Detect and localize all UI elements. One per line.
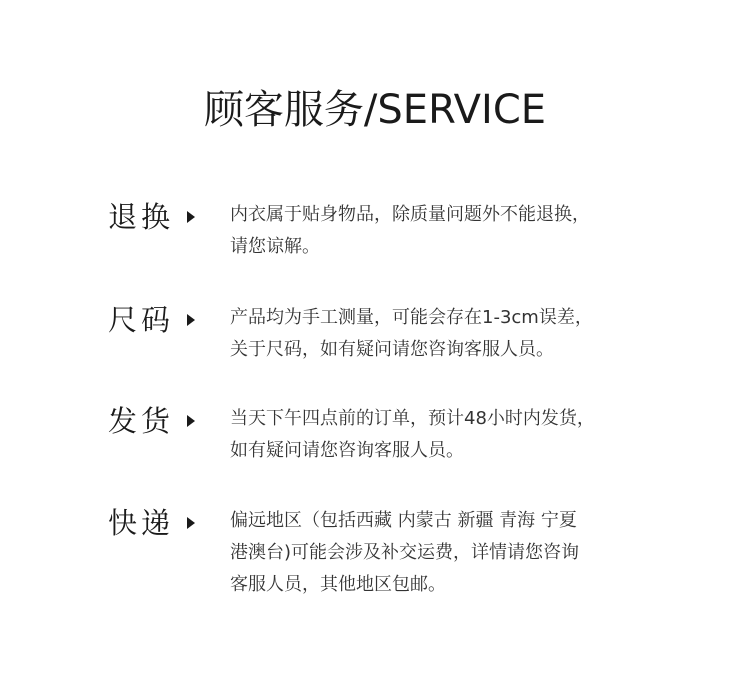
- page-title: 顾客服务/SERVICE: [203, 87, 547, 133]
- section-label-express: 快递: [108, 506, 175, 540]
- section-label-shipping: 发货: [108, 404, 175, 438]
- text-line: 如有疑问请您咨询客服人员。: [230, 440, 464, 461]
- text-line: 偏远地区（包括西藏 内蒙古 新疆 青海 宁夏: [230, 510, 577, 531]
- section-label-size: 尺码: [108, 303, 175, 337]
- text-line: 当天下午四点前的订单，预计48小时内发货，: [230, 408, 595, 429]
- text-line: 请您谅解。: [230, 236, 320, 257]
- arrow-right-icon: [187, 415, 195, 427]
- arrow-right-icon: [187, 314, 195, 326]
- text-line: 内衣属于贴身物品，除质量问题外不能退换，: [230, 204, 590, 225]
- section-label-return: 退换: [108, 200, 175, 234]
- text-line: 港澳台)可能会涉及补交运费，详情请您咨询: [230, 542, 580, 563]
- text-line: 产品均为手工测量，可能会存在1-3cm误差，: [230, 307, 593, 328]
- section-text-shipping: [230, 403, 670, 467]
- arrow-right-icon: [187, 211, 195, 223]
- section-text-express: [230, 505, 670, 601]
- section-text-return: [230, 199, 670, 263]
- section-text-size: [230, 302, 670, 366]
- text-line: 关于尺码，如有疑问请您咨询客服人员。: [230, 339, 554, 360]
- arrow-right-icon: [187, 517, 195, 529]
- text-line: 客服人员，其他地区包邮。: [230, 574, 446, 595]
